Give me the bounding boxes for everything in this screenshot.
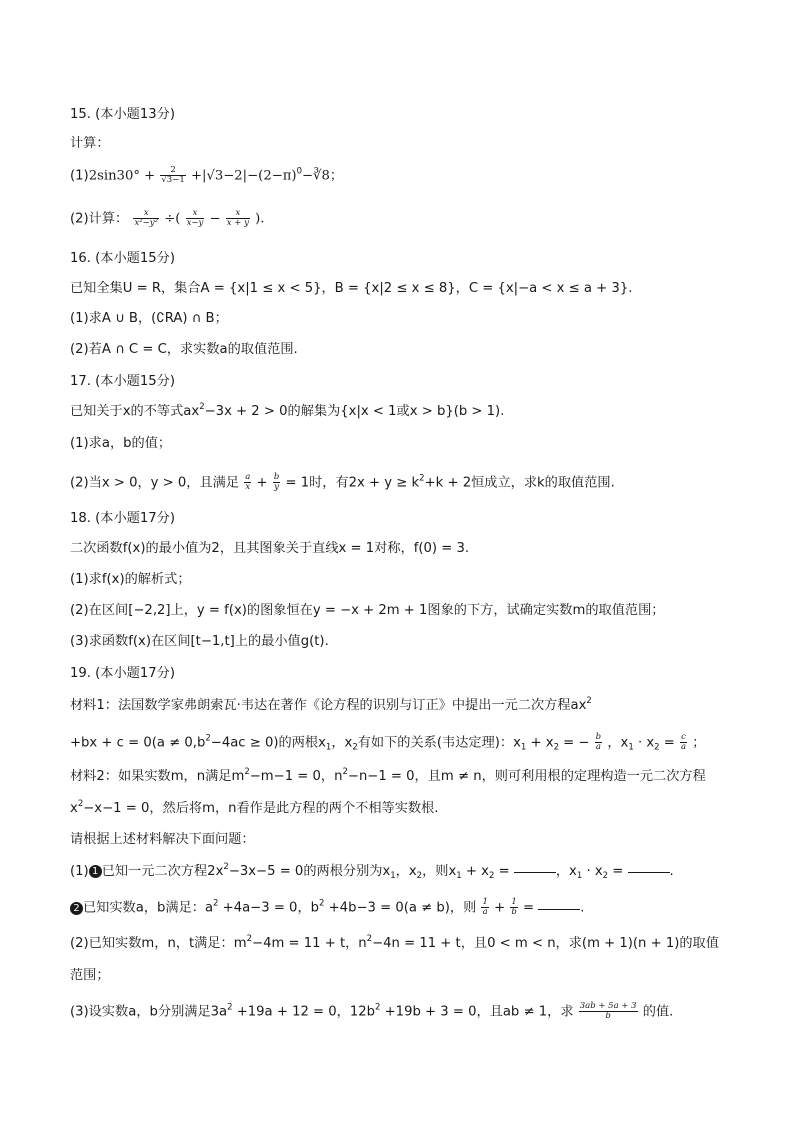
q15-instruction: 计算： bbox=[70, 136, 110, 151]
answer-blank[interactable] bbox=[514, 862, 556, 873]
q19-material1-line1: 材料1：法国数学家弗朗索瓦·韦达在著作《论方程的识别与订正》中提出一元二次方程$ax^2$ bbox=[70, 696, 592, 713]
q18-heading: 18. (本小题17分) bbox=[70, 511, 175, 526]
q19-ask: 请根据上述材料解决下面问题： bbox=[70, 832, 255, 847]
q16-part2: (2)若A ∩ C = C，求实数a的取值范围. bbox=[70, 342, 298, 357]
q18-part1: (1)求f(x)的解析式； bbox=[70, 572, 191, 587]
q18-part2: (2)在区间[−2,2]上，y = f(x)的图象恒在y = −x + 2m + 1图象的下方，试确定实数m的取值范围； bbox=[70, 603, 665, 618]
q15-part2: (2)计算： $\frac{x}{\text{x²−y²}}$ ÷( $\frac{x}{x-y}$ − $\frac{x}{x + y}$ ). bbox=[70, 208, 265, 228]
q19-part3: (3)设实数a，b分别满足$3a^2 +19a + 12 = 0$，$12b^2 +19b + 3 = 0$，且ab ≠ 1，求 $\frac{3ab + 5a + 3}{b}$ 的值. bbox=[70, 1001, 674, 1021]
q15-heading: 15. (本小题13分) bbox=[70, 107, 175, 122]
fraction: $\frac{a}{x}$ bbox=[245, 472, 251, 492]
answer-blank[interactable] bbox=[538, 899, 580, 910]
fraction: $\frac{2}{√3-1}$ bbox=[161, 165, 185, 185]
answer-blank[interactable] bbox=[628, 862, 670, 873]
q19-part1-2: 2 已知实数a，b满足：$a^2 +4a-3 = 0$，$b^2 +4b-3 = 0(a \ne b)$，则 $\frac{1}{a}$ + $\frac{1}{b}$ = . bbox=[70, 898, 584, 918]
q19-heading: 19. (本小题17分) bbox=[70, 666, 175, 681]
fraction: $\frac{x}{x + y}$ bbox=[226, 208, 249, 228]
fraction: $\frac{b}{a}$ bbox=[595, 732, 602, 752]
q17-part1: (1)求a，b的值； bbox=[70, 436, 172, 451]
q19-material1-line2: $+bx + c = 0(a \ne 0,b^2-4ac \ge 0)$的两根$x_1$，$x_2$有如下的关系(韦达定理)：$x_1 + x_2$ = − $\frac{b}{a}$ ，$x_1 \cdot x_2$ = $\frac{c}{a}$ ； bbox=[70, 732, 706, 753]
q18-part3: (3)求函数f(x)在区间[t−1,t]上的最小值g(t). bbox=[70, 634, 329, 649]
fraction: $\frac{3ab + 5a + 3}{b}$ bbox=[579, 1001, 637, 1021]
q17-stem: 已知关于x的不等式$ax^2-3x + 2 > 0$的解集为{x|x < 1或x > b}(b > 1). bbox=[70, 402, 505, 419]
q19-material2-line2: $x^2-x-1 = 0$，然后将m，n看作是此方程的两个不相等实数根. bbox=[70, 799, 439, 816]
circled-one-icon: 1 bbox=[89, 865, 102, 878]
fraction: $\frac{x}{x-y}$ bbox=[186, 208, 204, 228]
circled-two-icon: 2 bbox=[70, 902, 83, 915]
q15-part1: (1)2sin30° + $\frac{2}{√3-1}$ $+|√3-2|-(2-\pi)^0-∛8$； bbox=[70, 165, 344, 185]
q19-part2-line2: 范围； bbox=[70, 968, 110, 983]
q16-heading: 16. (本小题15分) bbox=[70, 251, 175, 266]
q19-part1-1: (1) 1 已知一元二次方程$2x^2-3x-5 = 0$的两根分别为$x_1$，$x_2$，则$x_1 + x_2$ = ，$x_1 \cdot x_2$ = . bbox=[70, 862, 674, 881]
fraction: $\frac{1}{a}$ bbox=[482, 897, 488, 917]
q18-stem: 二次函数f(x)的最小值为2，且其图象关于直线x = 1对称，f(0) = 3. bbox=[70, 541, 470, 556]
q17-part2: (2)当x > 0，y > 0，且满足 $\frac{a}{x}$ + $\frac{b}{y}$ = 1时，有$2x + y \ge k^2+k + 2$恒成立，求k的取值范围. bbox=[70, 472, 615, 492]
q16-stem: 已知全集U = R，集合A = {x|1 ≤ x < 5}，B = {x|2 ≤ x ≤ 8}，C = {x|−a < x ≤ a + 3}. bbox=[70, 281, 633, 296]
q17-heading: 17. (本小题15分) bbox=[70, 374, 175, 389]
q16-part1: (1)求A ∪ B，(∁RA) ∩ B； bbox=[70, 311, 228, 326]
fraction: $\frac{x}{\text{x²−y²}}$ bbox=[134, 208, 158, 228]
fraction: $\frac{c}{a}$ bbox=[681, 732, 687, 752]
fraction: $\frac{b}{y}$ bbox=[273, 472, 280, 492]
q19-material2-line1: 材料2：如果实数m，n满足$m^2-m-1 = 0$，$n^2-n-1 = 0$，且m ≠ n，则可利用根的定理构造一元二次方程 bbox=[70, 767, 706, 784]
q19-part2-line1: (2)已知实数m，n，t满足：$m^2-4m = 11 + t$，$n^2-4n = 11 + t$，且0 < m < n，求(m + 1)(n + 1)的取值 bbox=[70, 934, 719, 951]
fraction: $\frac{1}{b}$ bbox=[511, 897, 517, 917]
